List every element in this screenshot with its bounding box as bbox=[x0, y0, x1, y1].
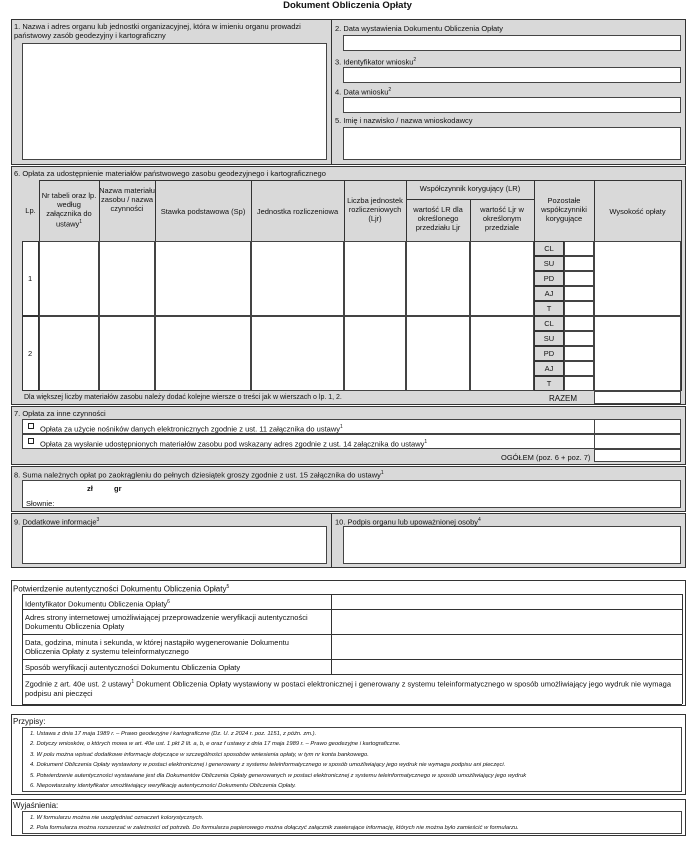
code-value-row-2[interactable] bbox=[564, 316, 594, 331]
divider bbox=[331, 19, 332, 165]
auth-row-5: Zgodnie z art. 40e ust. 2 ustawy$^1$ Dokument Obliczenia Opłaty wystawiony w postaci elektronicznej i generowany z systemu teleinformatycznego w sposób umożliwiający jego wydruk nie wymaga podpisu ani pieczęci bbox=[25, 679, 671, 698]
row-1-wysokosc[interactable] bbox=[594, 241, 681, 316]
checkbox-nosniki[interactable] bbox=[28, 423, 34, 429]
row-2-wartosc-lr[interactable] bbox=[406, 316, 470, 391]
grid bbox=[22, 674, 682, 675]
divider bbox=[331, 513, 332, 568]
footnote-item: 2. Dotyczy wniosków, o których mowa w art. 40e ust. 1 pkt 2 lit. a, b, e oraz f ustawy z dnia 17 maja 1989 r. – Prawo geodezyjne i kartograficzne. bbox=[30, 741, 401, 748]
footnote-item: 1. W formularzu można nie uwzględniać oznaczeń kolorystycznych. bbox=[30, 815, 204, 821]
code-value-row-1[interactable] bbox=[564, 301, 594, 316]
s5-input[interactable] bbox=[343, 127, 681, 160]
code-value-row-1[interactable] bbox=[564, 271, 594, 286]
row-1-nr[interactable] bbox=[39, 241, 99, 316]
row-2-wysokosc[interactable] bbox=[594, 316, 681, 391]
row-1-wartosc-ljr[interactable] bbox=[470, 241, 534, 316]
row-1-wartosc-lr[interactable] bbox=[406, 241, 470, 316]
row-2-jednostka[interactable] bbox=[251, 316, 344, 391]
s7-row-2-value[interactable] bbox=[594, 434, 681, 449]
code-label: SU bbox=[534, 331, 564, 346]
s7-label: 7. Opłata za inne czynności bbox=[14, 409, 106, 418]
s7-item-2: Opłata za wysłanie udostępnionych materiałów zasobu pod wskazany adres zgodnie z ust. 14 załącznika do ustawy$^1$ bbox=[40, 439, 428, 449]
s1-input[interactable] bbox=[22, 43, 327, 160]
s5-label: 5. Imię i nazwisko / nazwa wnioskodawcy bbox=[335, 116, 473, 125]
footnote-item: 3. W polu można wpisać dodatkowe informacje dotyczące w szczególności sposobów wniesienia opłaty, w tym nr konta bankowego. bbox=[30, 751, 369, 758]
slownie-label: Słownie: bbox=[26, 499, 55, 508]
zl-label: zł bbox=[87, 484, 93, 493]
col-pozostale: Pozostałe współczynniki korygujące bbox=[541, 196, 587, 223]
gr-label: gr bbox=[114, 484, 122, 493]
s7-row-1-value[interactable] bbox=[594, 419, 681, 434]
s7-item-1: Opłata za użycie nośników danych elektronicznych zgodnie z ust. 11 załącznika do ustawy$^1$ bbox=[40, 424, 343, 434]
code-value-row-1[interactable] bbox=[564, 256, 594, 271]
code-label: SU bbox=[534, 256, 564, 271]
code-label: T bbox=[534, 301, 564, 316]
code-value-row-2[interactable] bbox=[564, 361, 594, 376]
col-wsp-ljr: wartość Ljr w określonym przedziale bbox=[480, 205, 524, 232]
s4-label: 4. Data wniosku$^2$ bbox=[335, 87, 392, 97]
s4-input[interactable] bbox=[343, 97, 681, 113]
row-1-stawka[interactable] bbox=[155, 241, 251, 316]
row-2-lp-cell bbox=[22, 316, 39, 391]
row-1-jednostka[interactable] bbox=[251, 241, 344, 316]
row-2-nazwa[interactable] bbox=[99, 316, 155, 391]
grid bbox=[39, 180, 681, 181]
auth-value-4[interactable] bbox=[332, 660, 681, 674]
ogolem-value[interactable] bbox=[594, 449, 681, 462]
col-wsp-lr: wartość LR dla określonego przedziału Ljr bbox=[413, 205, 463, 232]
auth-value-2[interactable] bbox=[332, 610, 681, 634]
grid bbox=[22, 704, 682, 705]
code-label: CL bbox=[534, 316, 564, 331]
przypisy-heading: Przypisy: bbox=[13, 717, 46, 726]
auth-row-4: Sposób weryfikacji autentyczności Dokumentu Obliczenia Opłaty bbox=[25, 663, 241, 672]
auth-heading: Potwierdzenie autentyczności Dokumentu Obliczenia Opłaty$^5$ bbox=[13, 584, 230, 594]
code-value-row-2[interactable] bbox=[564, 331, 594, 346]
col-wsp: Współczynnik korygujący (LR) bbox=[419, 184, 521, 193]
row-1-lp-cell bbox=[22, 241, 39, 316]
razem-value[interactable] bbox=[594, 391, 681, 404]
code-label: T bbox=[534, 376, 564, 391]
ogolem-label: OGÓŁEM (poz. 6 + poz. 7) bbox=[501, 453, 591, 462]
row-1-nazwa[interactable] bbox=[99, 241, 155, 316]
col-jednostka: Jednostka rozliczeniowa bbox=[256, 207, 339, 216]
auth-row-2: Adres strony internetowej umożliwiającej przeprowadzenie weryfikacji autentyczności Dokumentu Obliczenia Opłaty bbox=[25, 613, 308, 631]
code-label: PD bbox=[534, 346, 564, 361]
footnote-item: 6. Niepowtarzalny identyfikator umożliwiający weryfikację autentyczności Dokumentu Obliczenia Opłaty. bbox=[30, 783, 297, 789]
s9-label: 9. Dodatkowe informacje$^3$ bbox=[14, 517, 100, 527]
footnote-item: 5. Potwierdzenie autentyczności wystawiane jest dla Dokumentów Obliczenia Opłaty generowanych w postaci elektronicznej z systemu teleinformatycznego w sposób umożliwiający jego wydruk bbox=[30, 772, 527, 779]
razem-label: RAZEM bbox=[549, 394, 577, 403]
footnote-item: 2. Pola formularza można rozszerzać w zależności od potrzeb. Do formularza papierowego można dołączyć załącznik zawierające informację, których nie można było zamieścić w formularzu. bbox=[30, 825, 519, 831]
code-value-row-2[interactable] bbox=[564, 376, 594, 391]
footnote-item: 1. Ustawa z dnia 17 maja 1989 r. – Prawo geodezyjne i kartograficzne (Dz. U. z 2024 r. poz. 1151, z późn. zm.). bbox=[30, 731, 317, 737]
row-2-nr[interactable] bbox=[39, 316, 99, 391]
code-label: PD bbox=[534, 271, 564, 286]
col-nazwa: Nazwa materiału zasobu / nazwa czynności bbox=[99, 186, 155, 213]
auth-value-1[interactable] bbox=[332, 595, 681, 609]
grid bbox=[22, 594, 23, 704]
code-label: AJ bbox=[534, 286, 564, 301]
s3-input[interactable] bbox=[343, 67, 681, 83]
grid bbox=[682, 594, 683, 704]
code-value-row-1[interactable] bbox=[564, 286, 594, 301]
grid bbox=[681, 180, 682, 391]
col-stawka: Stawka podstawowa (Sp) bbox=[160, 207, 246, 216]
auth-row-1: Identyfikator Dokumentu Obliczenia Opłaty$^6$ bbox=[25, 599, 170, 609]
document-title: Dokument Obliczenia Opłaty bbox=[283, 0, 412, 11]
row-2-lp: 2 bbox=[28, 349, 33, 358]
s2-input[interactable] bbox=[343, 35, 681, 51]
s8-label: 8. Suma należnych opłat po zaokrągleniu do pełnych dziesiątek groszy zgodnie z ust. 15 załącznika do ustawy$^1$ bbox=[14, 470, 384, 480]
row-2-liczba[interactable] bbox=[344, 316, 406, 391]
s10-input[interactable] bbox=[343, 526, 681, 564]
col-lp: Lp. bbox=[25, 206, 36, 215]
s1-label: 1. Nazwa i adres organu lub jednostki organizacyjnej, która w imieniu organu prowadzi państwowy zasób geodezyjny i kartograficzny bbox=[14, 22, 301, 40]
auth-value-3[interactable] bbox=[332, 635, 681, 659]
row-1-liczba[interactable] bbox=[344, 241, 406, 316]
row-1-lp: 1 bbox=[28, 274, 33, 283]
footnote-item: 4. Dokument Obliczenia Opłaty wystawiony w postaci elektronicznej i generowany z systemu teleinformatycznego w sposób umożliwiający jego wydruk nie wymaga podpisu ani pieczęci. bbox=[30, 762, 506, 769]
row-2-stawka[interactable] bbox=[155, 316, 251, 391]
s10-label: 10. Podpis organu lub upoważnionej osoby$^4$ bbox=[335, 517, 481, 527]
row-2-wartosc-ljr[interactable] bbox=[470, 316, 534, 391]
code-value-row-1[interactable] bbox=[564, 241, 594, 256]
col-liczba: Liczba jednostek rozliczeniowych (Ljr) bbox=[347, 196, 403, 223]
col-nr-tabeli: Nr tabeli oraz lp. według załącznika do ustawy$^1$ bbox=[41, 191, 97, 229]
code-label: AJ bbox=[534, 361, 564, 376]
wyjasnienia-heading: Wyjaśnienia: bbox=[13, 801, 59, 810]
col-wysokosc: Wysokość opłaty bbox=[609, 207, 666, 216]
s9-input[interactable] bbox=[22, 526, 327, 564]
auth-row-3: Data, godzina, minuta i sekunda, w której nastąpiło wygenerowanie Dokumentu Obliczenia Opłaty z systemu teleinformatycznego bbox=[25, 638, 289, 656]
s6-label: 6. Opłata za udostępnienie materiałów państwowego zasobu geodezyjnego i kartograficznego bbox=[14, 169, 326, 178]
s3-label: 3. Identyfikator wniosku$^2$ bbox=[335, 57, 417, 67]
code-value-row-2[interactable] bbox=[564, 346, 594, 361]
checkbox-wysylka[interactable] bbox=[28, 438, 34, 444]
s6-note: Dla większej liczby materiałów zasobu należy dodać kolejne wiersze o treści jak w wierszach o lp. 1, 2. bbox=[24, 394, 342, 401]
code-label: CL bbox=[534, 241, 564, 256]
s2-label: 2. Data wystawienia Dokumentu Obliczenia Opłaty bbox=[335, 24, 503, 33]
